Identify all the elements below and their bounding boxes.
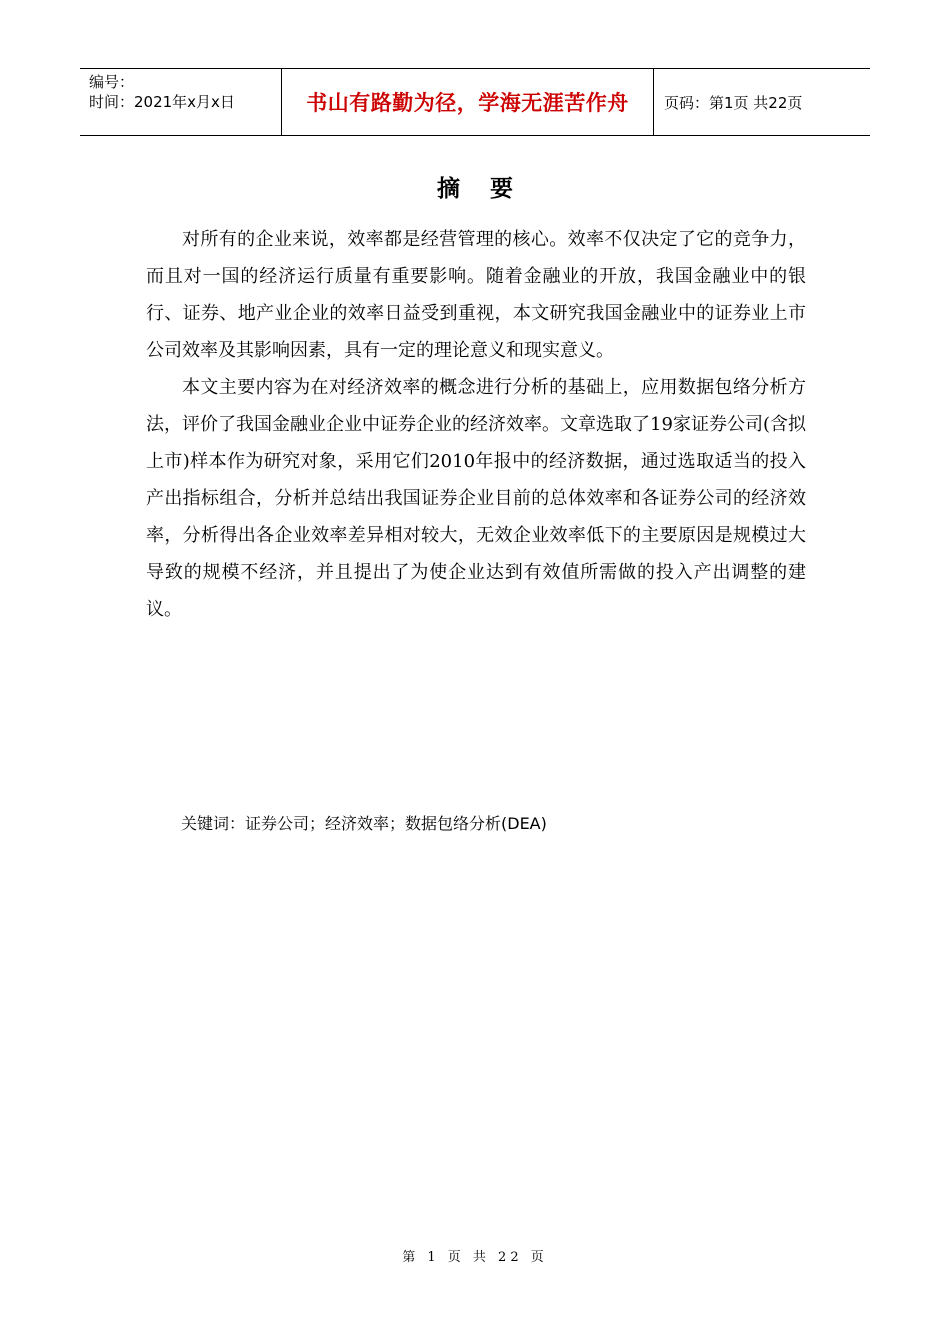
- header-motto: 书山有路勤为径，学海无涯苦作舟: [306, 91, 629, 115]
- header-page-cell: [654, 69, 870, 135]
- document-time-label: 时间：2021年x月x日: [89, 93, 235, 111]
- header-meta-cell: [80, 69, 282, 135]
- abstract-body: [146, 221, 806, 628]
- page-footer: 第 1 页 共 22 页: [402, 1250, 548, 1265]
- header-table: [80, 68, 870, 136]
- abstract-paragraph: 本文主要内容为在对经济效率的概念进行分析的基础上，应用数据包络分析方法，评价了我国金融业企业中证券企业的经济效率。文章选取了19家证券公司(含拟上市)样本作为研究对象，采用它们2010年报中的经济数据，通过选取适当的投入产出指标组合，分析并总结出我国证券企业目前的总体效率和各证券公司的经济效率，分析得出各企业效率差异相对较大，无效企业效率低下的主要原因是规模过大导致的规模不经济，并且提出了为使企业达到有效值所需做的投入产出调整的建议。: [146, 377, 806, 620]
- header-page-label: 页码：第1页 共22页: [664, 93, 803, 112]
- abstract-paragraph: 对所有的企业来说，效率都是经营管理的核心。效率不仅决定了它的竞争力，而且对一国的经济运行质量有重要影响。随着金融业的开放，我国金融业中的银行、证券、地产业企业的效率日益受到重视，本文研究我国金融业中的证券业上市公司效率及其影响因素，具有一定的理论意义和现实意义。: [146, 229, 806, 361]
- header-motto-cell: [282, 69, 654, 135]
- document-number-label: 编号：: [89, 73, 135, 91]
- keywords-line: 关键词：证券公司；经济效率；数据包络分析(DEA): [181, 814, 547, 833]
- page-title: 摘要: [437, 176, 543, 202]
